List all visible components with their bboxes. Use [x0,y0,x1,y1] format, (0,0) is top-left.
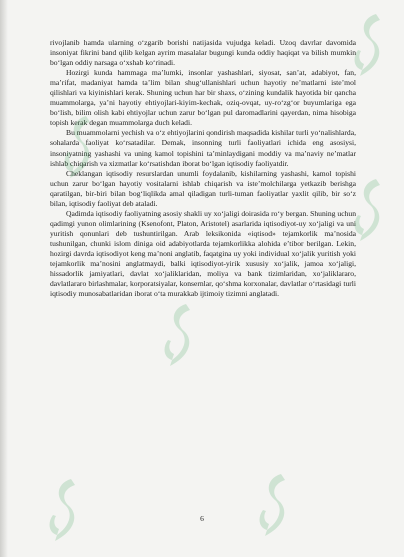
watermark-logo-icon [45,475,85,545]
watermark-logo-icon [160,300,200,370]
page-number: 6 [200,514,204,523]
paragraph-1: rivojlanib hamda ularning o‘zgarib borishi natijasida vujudga keladi. Uzoq davrlar davomida insoniyat fikrini band qilib kelgan ayrim masalalar bugungi kunda oddiy haqiqat va bilish mumkin bo‘lgan oddiy narsaga o‘xshab ko‘rinadi. [50,38,356,68]
watermark-logo-icon [255,470,295,540]
paragraph-3: Bu muammolarni yechish va o‘z ehtiyojlarini qondirish maqsadida kishilar turli yo‘nalishlarda, sohalarda faoliyat ko‘rsatadilar. Demak, insonning turli faoliyatlari ichida eng asosiysi, insoniyatning yashashi va uning kamol topishini ta’minlaydigani moddiy va ma’naviy ne’matlar ishlab chiqarish va xizmatlar ko‘rsatishdan iborat bo‘lgan iqtisodiy faoliyatdir. [50,128,356,168]
page-binding-shadow [0,0,8,557]
paragraph-5: Qadimda iqtisodiy faoliyatning asosiy shakli uy xo‘jaligi doirasida ro‘y bergan. Shuning uchun qadimgi yunon olimlarining (Ksenofont, Platon, Aristotel) asarlarida iqtisodiyot-uy xo‘jaligi va uni yuritish qonunlari deb tushuntirilgan. Arab leksikonida «iqtisod» tejamkorlik ma’nosida tushunilgan, chunki islom diniga oid adabiyotlarda tejamkorlikka alohida e’tibor berilgan. Lekin, hozirgi davrda iqtisodiyot keng ma’noni anglatib, faqatgina uy yoki individual xo‘jalik yuritish yoki tejamkorlik ma’nosini anglatmaydi, balki iqtisodiyot-yirik xususiy xo‘jalik, jamoa xo‘jaligi, hissadorlik jamiyatlari, davlat xo‘jaliklaridan, moliya va bank tizimlaridan, xo‘jaliklararo, davlatlararo birlashmalar, korporatsiyalar, konsernlar, qo‘shma korxonalar, davlatlar o‘rtasidagi turli iqtisodiy munosabatlaridan iborat o‘ta murakkab ijtimoiy tizimni anglatadi. [50,208,356,299]
watermark-logo-icon [350,10,390,80]
paragraph-4: Cheklangan iqtisodiy resurslardan unumli foydalanib, kishilarning yashashi, kamol topishi uchun zarur bo‘lgan hayotiy vositalarni ishlab chiqarish va iste’molchilarga yetkazib berishga qaratilgan, bir-biri bilan bog‘liqlikda amal qiladigan turli-tuman faoliyatlar yaxlit qilib, bir so‘z bilan, iqtisodiy faoliyat deb ataladi. [50,168,356,208]
watermark-logo-icon [350,175,390,245]
watermark-logo-icon [60,112,100,182]
paragraph-2: Hozirgi kunda hammaga ma’lumki, insonlar yashashlari, siyosat, san’at, adabiyot, fan, ma’rifat, madaniyat hamda ta’lim bilan shug‘ullanishlari uchun hayotiy ne’matlarni iste’mol qilishlari va kiyinishlari kerak. Shuning uchun har bir shaxs, o‘zining kundalik hayotida bir qancha muammolarga, ya’ni hayotiy ehtiyojlari-kiyim-kechak, oziq-ovqat, uy-ro‘zg‘or buyumlariga ega bo‘lish, bilim olish kabi ehtiyojlar uchun zarur bo‘lgan pul daromadlarini qayerdan, nima hisobiga topish kerak degan muammolarga duch keladi. [50,68,356,128]
